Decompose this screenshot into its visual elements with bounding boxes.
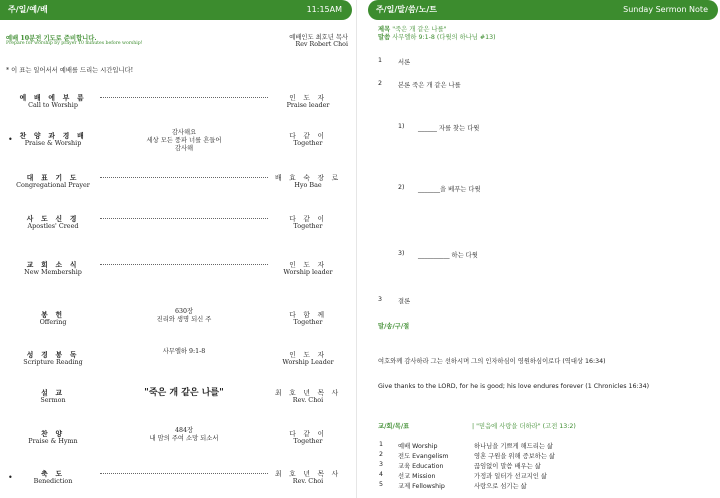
leader-en: Rev Robert Choi xyxy=(295,41,348,48)
order-item-detail: 630장 진리와 생명 되신 주 xyxy=(156,308,212,323)
goal-desc: 가정과 일터가 선교지인 삶 xyxy=(474,473,547,480)
memory-verse-en: Give thanks to the LORD, for he is good; his love endures forever (1 Chronicles 16:34) xyxy=(378,383,650,390)
order-item-en: Sermon xyxy=(40,396,66,404)
order-item-detail: 484장 내 맘의 주여 소망 되소서 xyxy=(149,427,219,442)
dotted-leader xyxy=(100,264,268,265)
text-value: 사무엘하 9:1-8 (다윗의 하나님 #13) xyxy=(392,34,496,41)
outline-text: 본론 죽은 개 같은 나를 xyxy=(398,82,461,89)
standing-note: * 이 표는 일어서서 예배를 드리는 시간입니다! xyxy=(6,67,134,74)
order-item-leader-en: Hyo Bae xyxy=(294,181,322,189)
order-item-leader-ko: 다 같 이 xyxy=(289,215,327,223)
order-item-ko: 예 배 에 부 름 xyxy=(19,94,87,102)
order-item-ko: 봉 헌 xyxy=(41,311,65,319)
prep-note-en: Prepare for worship by prayer 10 minutes before worship! xyxy=(6,41,143,46)
outline-number: 3) xyxy=(398,250,405,257)
order-item-leader-en: Worship leader xyxy=(283,268,333,276)
outline-number: 1) xyxy=(398,123,405,130)
order-item-leader-en: Rev. Choi xyxy=(292,396,324,404)
order-item-leader-ko: 인 도 자 xyxy=(289,351,327,359)
outline-number: 1 xyxy=(378,57,383,64)
order-item-detail: "죽은 개 같은 나를" xyxy=(144,388,224,398)
leader-ko: 예배인도 최호년 목사 xyxy=(289,34,348,41)
outline-text: __________ 하는 다윗 xyxy=(418,252,478,259)
order-item-leader-en: Praise leader xyxy=(286,101,330,109)
dotted-leader xyxy=(100,177,268,178)
goal-number: 4 xyxy=(379,471,384,478)
outline-number: 2) xyxy=(398,184,405,191)
memory-heading: 말/송/구/절 xyxy=(378,323,410,330)
outline-text: _______을 베푸는 다윗 xyxy=(418,186,481,193)
goal-desc: 하나님을 기쁘게 해드리는 삶 xyxy=(474,443,553,450)
goal-number: 3 xyxy=(379,461,384,468)
note-header-title: 주/일/말/씀/노/트 xyxy=(376,5,437,14)
goal-number: 2 xyxy=(379,451,384,458)
goal-name: 교제 Fellowship xyxy=(398,483,445,490)
order-item-detail: 감사해요 세상 모든 풍파 너를 흔들어 감사해 xyxy=(146,129,222,152)
goal-desc: 사랑으로 섬기는 삶 xyxy=(474,483,527,490)
order-item-leader-ko: 다 같 이 xyxy=(289,430,327,438)
order-item-leader-ko: 다 함 께 xyxy=(289,311,327,319)
outline-number: 2 xyxy=(378,80,383,87)
title-label: 제목 xyxy=(378,26,391,33)
order-item-leader-en: Together xyxy=(293,437,323,445)
order-item-en: Scripture Reading xyxy=(23,358,83,366)
outline-text: ______ 자를 찾는 다윗 xyxy=(418,125,480,132)
order-item-leader-ko: 최 호 년 목 사 xyxy=(275,389,341,397)
sermon-note-page xyxy=(366,0,720,498)
text-label: 말씀 xyxy=(378,34,391,41)
order-item-leader-ko: 배 효 숙 장 로 xyxy=(275,174,341,182)
goal-name: 예배 Worship xyxy=(398,443,438,450)
order-item-ko: 교 회 소 식 xyxy=(26,261,80,269)
prep-note-ko: 예배 10분전 기도로 준비합니다. xyxy=(6,35,97,42)
order-item-en: Call to Worship xyxy=(28,101,78,109)
standing-marker: • xyxy=(8,473,13,482)
goal-number: 1 xyxy=(379,441,384,448)
order-item-leader-en: Together xyxy=(293,139,323,147)
order-item-ko: 축 도 xyxy=(41,470,65,478)
order-item-en: Praise & Worship xyxy=(24,139,82,147)
outline-text: 결론 xyxy=(398,298,411,305)
order-item-en: New Membership xyxy=(24,268,82,276)
goal-number: 5 xyxy=(379,481,384,488)
order-item-ko: 성 경 봉 독 xyxy=(26,351,80,359)
order-item-en: Praise & Hymn xyxy=(28,437,78,445)
worship-header-time: 11:15AM xyxy=(306,5,342,14)
order-item-leader-en: Worship Leader xyxy=(282,358,334,366)
order-item-ko: 찬 양 xyxy=(41,430,65,438)
goal-name: 전도 Evangelism xyxy=(398,453,449,460)
worship-header-title: 주/일/예/배 xyxy=(8,5,48,14)
order-item-leader-ko: 인 도 자 xyxy=(289,261,327,269)
order-item-en: Congregational Prayer xyxy=(16,181,90,189)
order-item-detail: 사무엘하 9:1-8 xyxy=(162,348,206,355)
goal-desc: 끊임없이 말씀 배우는 삶 xyxy=(474,463,541,470)
order-item-leader-en: Together xyxy=(293,222,323,230)
title-value: "죽은 개 같은 나를" xyxy=(392,26,447,33)
worship-order-page xyxy=(0,0,357,498)
goal-name: 교육 Education xyxy=(398,463,444,470)
order-item-leader-en: Together xyxy=(293,318,323,326)
memory-verse-ko: 여호와께 감사하라 그는 선하시며 그의 인자하심이 영원하심이로다 (역대상 16:34) xyxy=(378,358,606,365)
goal-desc: 영혼 구원을 위해 증보하는 삶 xyxy=(474,453,555,460)
note-header-right: Sunday Sermon Note xyxy=(623,5,708,14)
dotted-leader xyxy=(100,473,268,474)
order-item-en: Apostles' Creed xyxy=(27,222,79,230)
order-item-leader-ko: 최 호 년 목 사 xyxy=(275,470,341,478)
worship-header-bar xyxy=(0,0,352,20)
standing-marker: • xyxy=(8,135,13,144)
goal-name: 선교 Mission xyxy=(398,473,436,480)
order-item-ko: 찬 양 과 경 배 xyxy=(19,132,87,140)
order-item-leader-ko: 인 도 자 xyxy=(289,94,327,102)
order-item-ko: 설 교 xyxy=(41,389,65,397)
order-item-en: Benediction xyxy=(33,477,73,485)
goal-motto: | "믿음에 사랑을 더하라" (고전 13:2) xyxy=(472,423,576,430)
order-item-ko: 대 표 기 도 xyxy=(26,174,80,182)
order-item-ko: 사 도 신 경 xyxy=(26,215,80,223)
order-item-leader-en: Rev. Choi xyxy=(292,477,324,485)
text-row xyxy=(378,32,496,41)
order-item-leader-ko: 다 같 이 xyxy=(289,132,327,140)
dotted-leader xyxy=(100,97,268,98)
note-header-bar xyxy=(368,0,718,20)
dotted-leader xyxy=(100,218,268,219)
outline-number: 3 xyxy=(378,296,383,303)
outline-text: 서론 xyxy=(398,59,411,66)
goal-heading: 교/회/목/표 xyxy=(378,423,410,430)
order-item-en: Offering xyxy=(39,318,67,326)
